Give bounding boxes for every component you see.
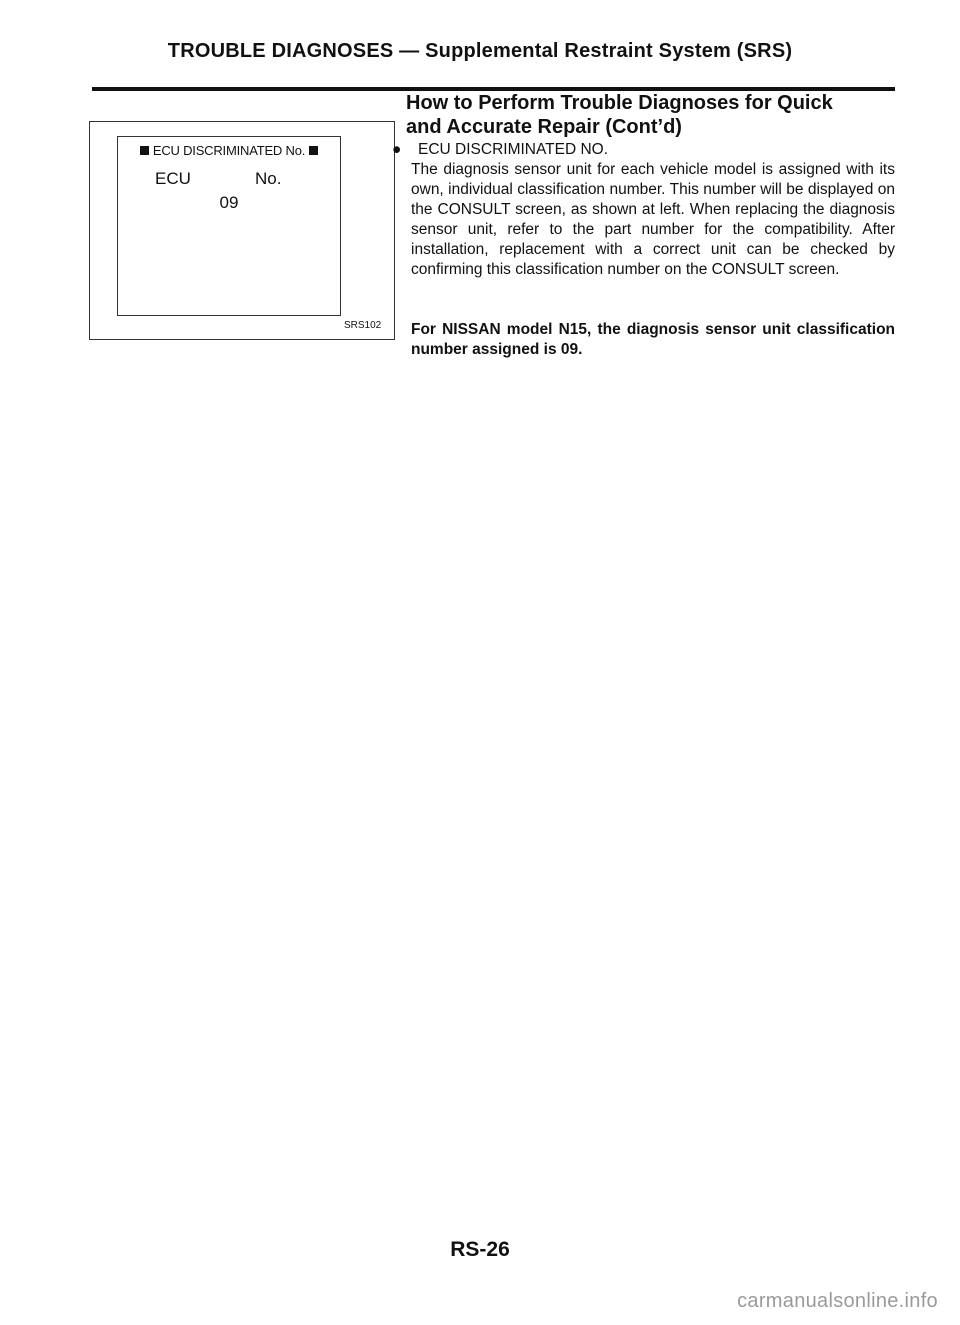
screen-row	[118, 169, 340, 191]
section-title-line-2: and Accurate Repair (Cont’d)	[406, 116, 682, 138]
bullet-label: ECU DISCRIMINATED NO.	[418, 141, 609, 158]
body-paragraph: The diagnosis sensor unit for each vehicle model is assigned with its own, individual classification number. This number will be displayed on the CONSULT screen, as shown at left. When replacing the diagnosis sensor unit, refer to the part number for the compatibility. After installation, replacement with a correct unit can be checked by confirming this classification number on the CONSULT screen.	[411, 161, 895, 278]
screen-header-label: ECU DISCRIMINATED No.	[152, 143, 306, 158]
watermark: carmanualsonline.info	[737, 1290, 938, 1312]
square-bullet-icon	[140, 146, 149, 155]
screen-row-label: ECU	[155, 169, 191, 188]
page-number: RS-26	[450, 1238, 510, 1261]
figure-code: SRS102	[344, 320, 382, 331]
screen-row-no-label: No.	[255, 169, 282, 188]
section-title-line-1: How to Perform Trouble Diagnoses for Quick	[406, 92, 833, 114]
square-bullet-icon	[309, 146, 318, 155]
consult-screen-illustration	[117, 136, 341, 316]
page-header-title: TROUBLE DIAGNOSES — Supplemental Restraint System (SRS)	[167, 40, 793, 62]
screen-header	[118, 143, 340, 158]
bold-note-paragraph: For NISSAN model N15, the diagnosis sensor unit classification number assigned is 09.	[411, 321, 895, 358]
screen-ecu-number: 09	[219, 193, 239, 212]
bullet-dot-icon: ●	[392, 141, 402, 158]
section-title	[406, 91, 906, 139]
